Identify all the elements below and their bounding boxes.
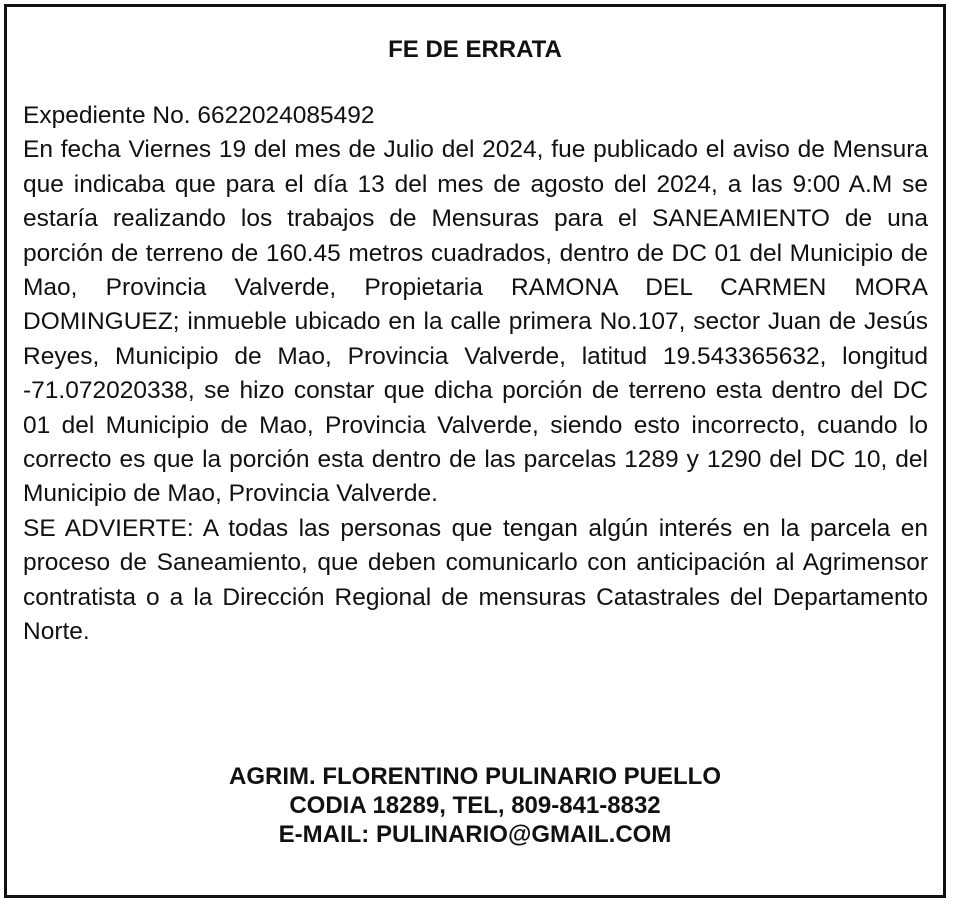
contact-email: E-MAIL: PULINARIO@GMAIL.COM (278, 821, 672, 848)
notice-body (23, 99, 928, 650)
errata-notice (4, 4, 946, 898)
warning-paragraph: SE ADVIERTE: A todas las personas que tengan algún interés en la parcela en proceso de Saneamiento, que deben comunicarlo con anticipación al Agrimensor contratista o a la Dirección Regional de mensuras Catastrales del Departamento Norte. (23, 514, 928, 646)
errata-paragraph: En fecha Viernes 19 del mes de Julio del 2024, fue publicado el aviso de Mensura que indicaba que para el día 13 del mes de agosto del 2024, a las 9:00 A.M se estaría realizando los trabajos de Mensuras para el SANEAMIENTO de una porción de terreno de 160.45 metros cuadrados, dentro de DC 01 del Municipio de Mao, Provincia Valverde, Propietaria RAMONA DEL CARMEN MORA DOMINGUEZ; inmueble ubicado en la calle primera No.107, sector Juan de Jesús Reyes, Municipio de Mao, Provincia Valverde, latitud 19.543365632, longitud -71.072020338, se hizo constar que dicha porción de terreno esta dentro del DC 01 del Municipio de Mao, Provincia Valverde, siendo esto incorrecto, cuando lo correcto es que la porción esta dentro de las parcelas 1289 y 1290 del DC 10, del Municipio de Mao, Provincia Valverde. (23, 136, 928, 508)
expediente-number: Expediente No. 6622024085492 (23, 102, 375, 129)
signature-block (7, 762, 943, 849)
notice-title: FE DE ERRATA (388, 36, 562, 63)
codia-phone: CODIA 18289, TEL, 809-841-8832 (289, 792, 661, 819)
surveyor-name: AGRIM. FLORENTINO PULINARIO PUELLO (229, 763, 721, 790)
